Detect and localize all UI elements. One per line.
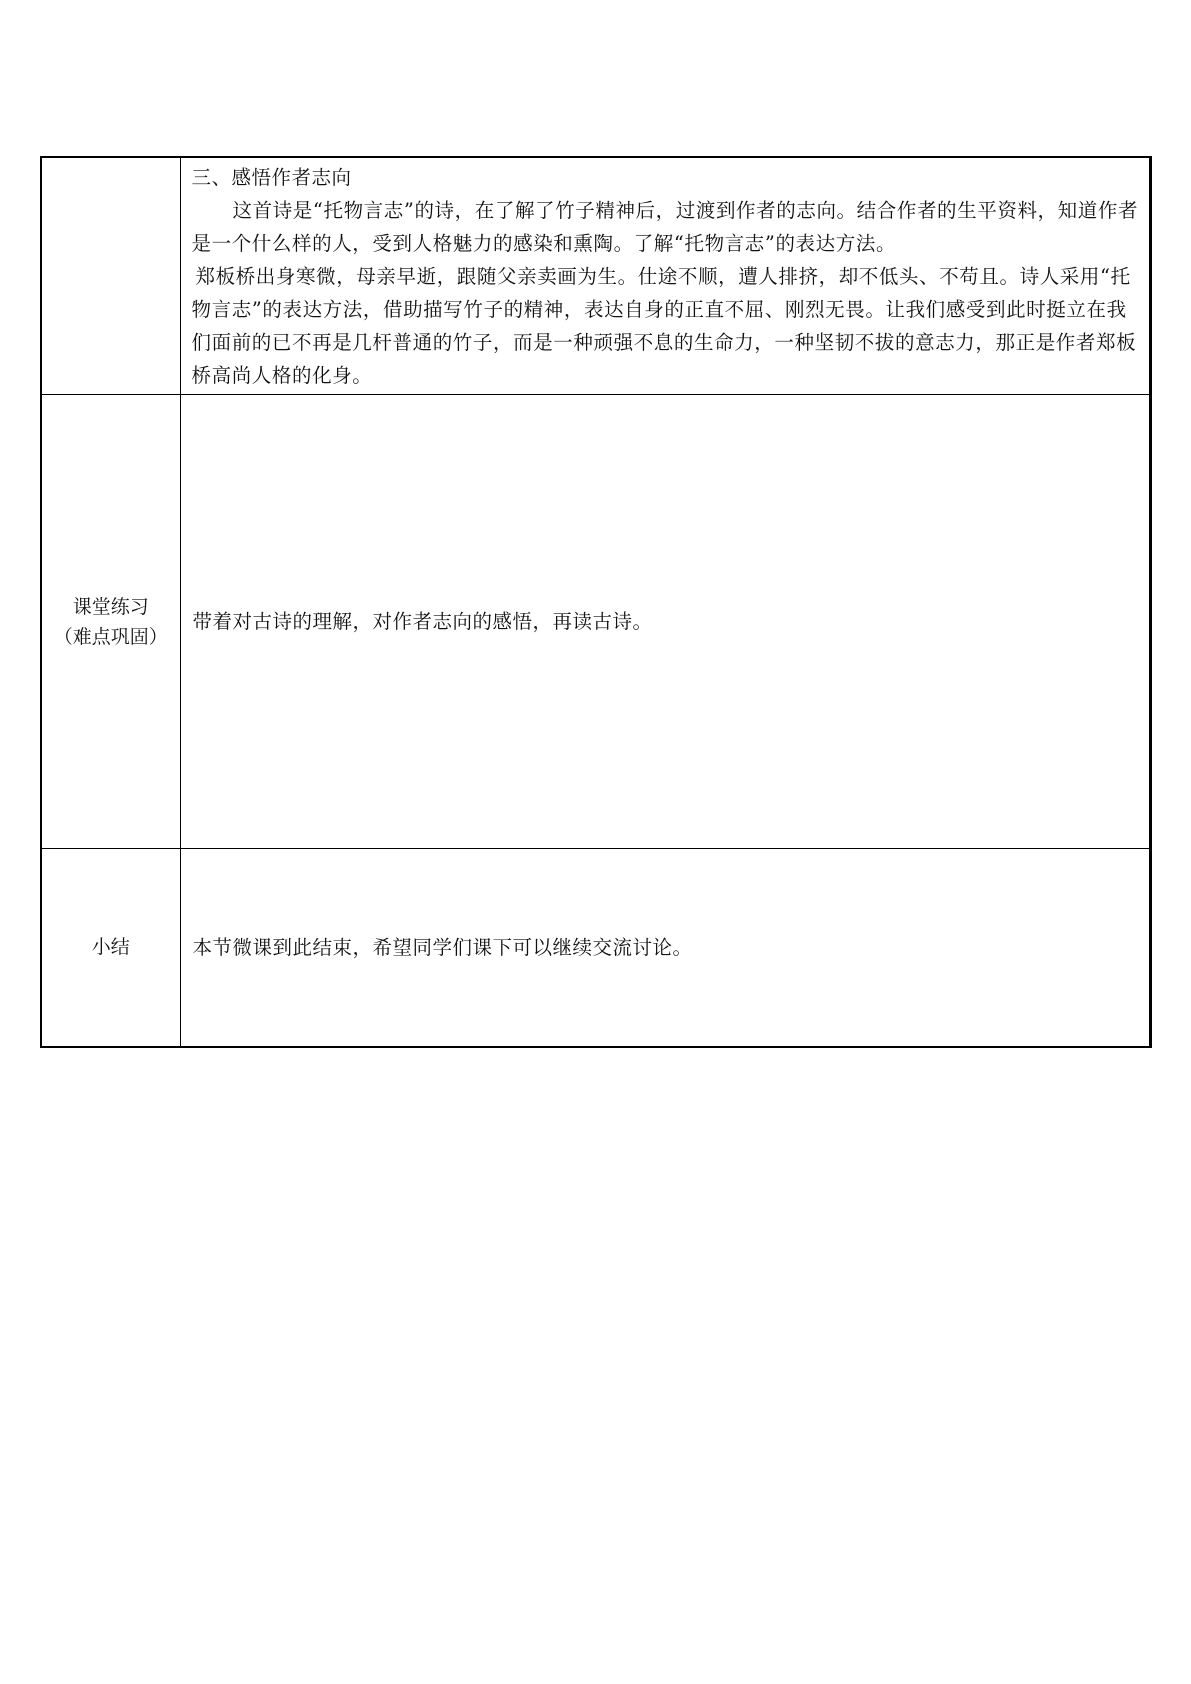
row-label-classroom-practice	[41, 395, 180, 849]
table-row-author-aspiration	[41, 157, 1151, 395]
content-cell-author-aspiration	[180, 157, 1151, 395]
paragraph-author-biography: 郑板桥出身寒微，母亲早逝，跟随父亲卖画为生。仕途不顺，遭人排挤，却不低头、不苟且。诗人采用“托物言志”的表达方法，借助描写竹子的精神，表达自身的正直不屈、刚烈无畏。让我们感受到此时挺立在我们面前的已不再是几杆普通的竹子，而是一种顽强不息的生命力，一种坚韧不拔的意志力，那正是作者郑板桥高尚人格的化身。	[191, 265, 1137, 387]
content-cell-summary: 本节微课到此结束，希望同学们课下可以继续交流讨论。	[180, 849, 1151, 1047]
content-cell-classroom-practice: 带着对古诗的理解，对作者志向的感悟，再读古诗。	[180, 395, 1151, 849]
section-heading: 三、感悟作者志向	[191, 166, 352, 189]
row-label-line-1: 课堂练习	[72, 595, 149, 618]
table-row-summary	[41, 849, 1151, 1047]
row-label-empty	[41, 157, 180, 395]
paragraph-transition: 这首诗是“托物言志”的诗，在了解了竹子精神后，过渡到作者的志向。结合作者的生平资料，知道作者是一个什么样的人，受到人格魅力的感染和熏陶。了解“托物言志”的表达方法。	[191, 199, 1139, 255]
row-label-summary: 小结	[41, 849, 180, 1047]
section-author-aspiration	[181, 158, 1150, 394]
table-row-classroom-practice	[41, 395, 1151, 849]
row-label-line-2: （难点巩固）	[53, 625, 168, 648]
lesson-plan-table	[40, 156, 1152, 1048]
